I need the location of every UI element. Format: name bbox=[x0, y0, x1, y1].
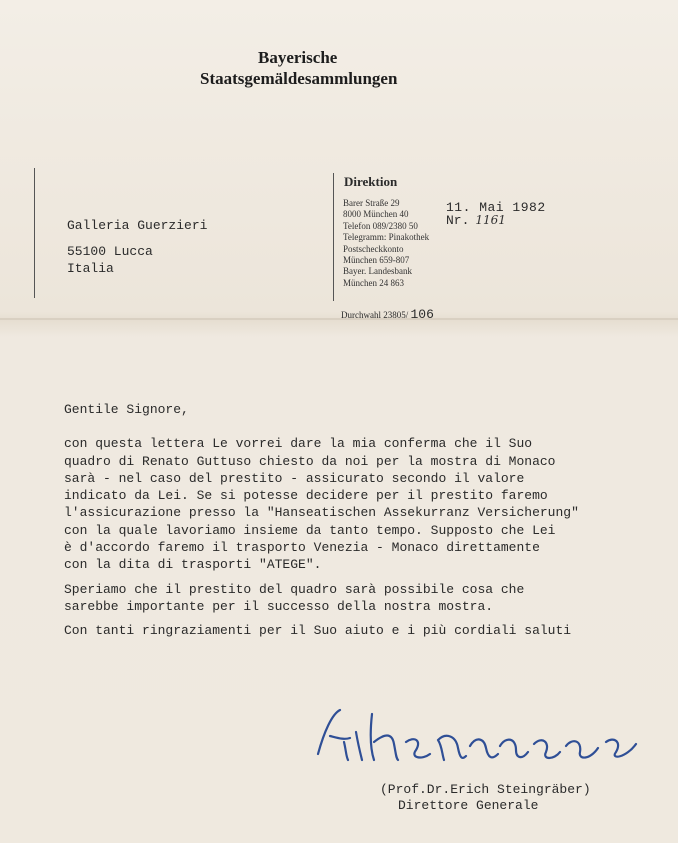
body-line: è d'accordo faremo il trasporto Venezia - Monaco direttamente bbox=[64, 540, 540, 556]
sender-address bbox=[343, 198, 429, 289]
direct-dial-label: Durchwahl 23805/ bbox=[341, 310, 409, 320]
paragraph-2 bbox=[64, 581, 664, 616]
address-line: München 659-807 bbox=[343, 255, 410, 266]
recipient-city: 55100 Lucca bbox=[67, 244, 153, 259]
closing-line: Con tanti ringraziamenti per il Suo aiuto e i più cordiali saluti bbox=[64, 623, 572, 639]
handwritten-signature bbox=[310, 702, 650, 772]
signature-block bbox=[380, 782, 591, 814]
recipient-address bbox=[67, 217, 207, 277]
recipient-name: Galleria Guerzieri bbox=[67, 218, 208, 233]
signer-title: Direttore Generale bbox=[398, 798, 539, 813]
reference-label: Nr. bbox=[446, 213, 470, 228]
body-line: sarebbe importante per il successo della nostra mostra. bbox=[64, 598, 494, 614]
letter-date: 11. Mai 1982 bbox=[446, 200, 546, 215]
paragraph-1 bbox=[64, 435, 664, 573]
address-line: Bayer. Landesbank bbox=[343, 266, 412, 277]
letterhead-line-2: Staatsgemäldesammlungen bbox=[200, 69, 398, 88]
body-line: con la quale lavoriamo insieme da tanto tempo. Supposto che Lei bbox=[64, 522, 556, 538]
direct-dial-extension: 106 bbox=[410, 307, 434, 322]
signer-name: (Prof.Dr.Erich Steingräber) bbox=[380, 782, 591, 797]
body-line: con la dita di trasporti "ATEGE". bbox=[64, 557, 322, 573]
body-line: l'assicurazione presso la "Hanseatischen Assekurranz Versicherung" bbox=[64, 505, 579, 521]
body-line: Speriamo che il prestito del quadro sarà possibile cosa che bbox=[64, 581, 525, 597]
letterhead-divider bbox=[333, 173, 334, 301]
department-label: Direktion bbox=[344, 174, 398, 189]
letterhead-line-1: Bayerische bbox=[258, 48, 338, 67]
direct-dial bbox=[341, 307, 434, 322]
reference-number bbox=[446, 213, 506, 228]
paper-fold-line bbox=[0, 318, 678, 320]
address-line: Telefon 089/2380 50 bbox=[343, 220, 418, 231]
address-line: Barer Straße 29 bbox=[343, 198, 400, 208]
recipient-country: Italia bbox=[67, 261, 114, 276]
salutation: Gentile Signore, bbox=[64, 402, 189, 417]
letterhead-title bbox=[200, 47, 500, 89]
address-line: München 24 863 bbox=[343, 277, 404, 288]
body-line: con questa lettera Le vorrei dare la mia conferma che il Suo bbox=[64, 436, 533, 452]
reference-value: 1161 bbox=[475, 213, 506, 227]
address-window-left-mark bbox=[34, 168, 35, 298]
body-line: sarà - nel caso del prestito - assicurato secondo il valore bbox=[64, 470, 525, 486]
address-line: 8000 München 40 bbox=[343, 209, 409, 220]
body-line: quadro di Renato Guttuso chiesto da noi per la mostra di Monaco bbox=[64, 453, 556, 469]
address-line: Postscheckkonto bbox=[343, 243, 404, 254]
letter-body bbox=[64, 401, 664, 640]
address-line: Telegramm: Pinakothek bbox=[343, 232, 430, 243]
body-line: indicato da Lei. Se si potesse decidere per il prestito faremo bbox=[64, 488, 548, 504]
